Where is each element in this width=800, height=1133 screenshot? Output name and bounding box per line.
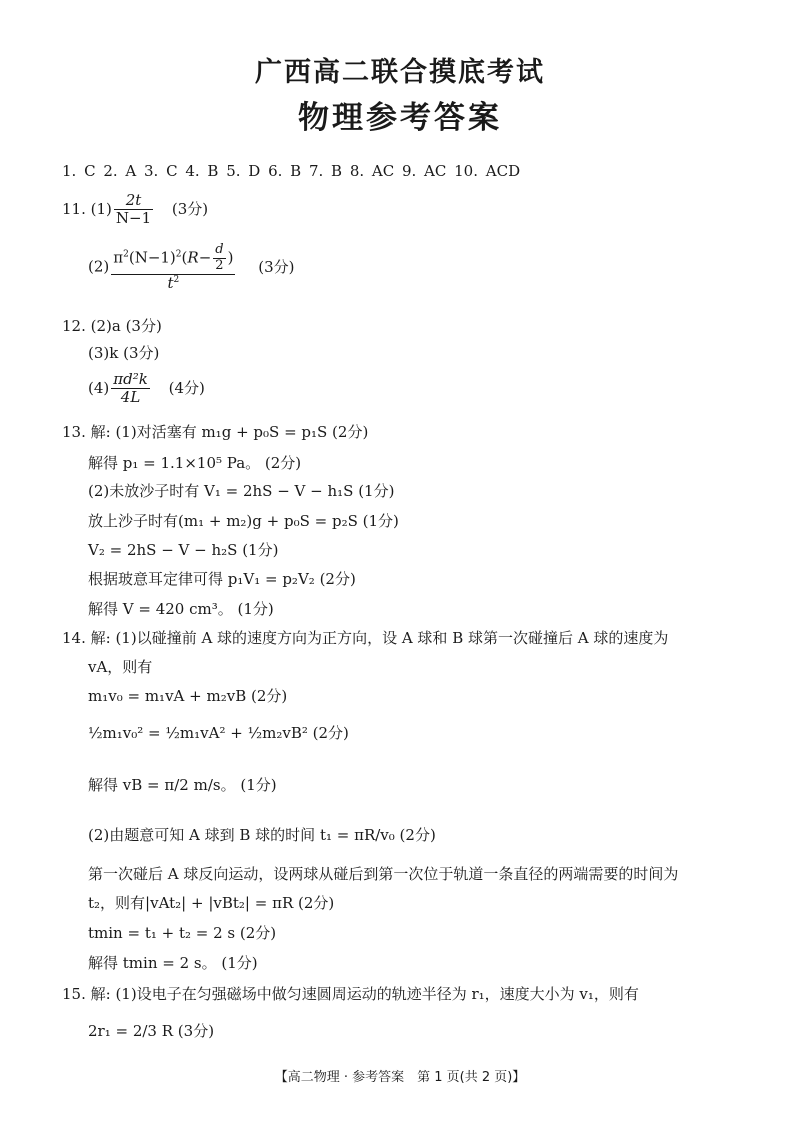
q12-part3: (3)k (3分)	[88, 344, 160, 362]
q13-line6: 根据玻意耳定律可得 p₁V₁ = p₂V₂ (2分)	[88, 570, 356, 588]
q14-line2: vA，则有	[88, 658, 153, 676]
q12-part4: (4) $\frac{\text{πd²k}}{4L}$ (4分)	[88, 370, 205, 407]
q14-line9: tmin = t₁ + t₂ = 2 s (2分)	[88, 924, 277, 942]
q14-line3: m₁v₀ = m₁vA + m₂vB (2分)	[88, 687, 288, 705]
q14-line1: 14. 解: (1)以碰撞前 A 球的速度方向为正方向，设 A 球和 B 球第一次碰撞后 A 球的速度为	[62, 629, 669, 647]
q11-part1: 11. (1) $\frac{2t}{N-1}$ (3分)	[62, 191, 209, 228]
q14-line7: 第一次碰后 A 球反向运动，设两球从碰后到第一次位于轨道一条直径的两端需要的时间为	[88, 865, 679, 883]
q13-line3: (2)未放沙子时有 V₁ = 2hS − V − h₁S (1分)	[88, 482, 395, 500]
q13-line5: V₂ = 2hS − V − h₂S (1分)	[88, 541, 279, 559]
q14-line6: (2)由题意可知 A 球到 B 球的时间 t₁ = πR/v₀ (2分)	[88, 826, 436, 844]
q13-line1: 13. 解: (1)对活塞有 m₁g + p₀S = p₁S (2分)	[62, 423, 369, 441]
choice-answers: 1. C 2. A 3. C 4. B 5. D 6. B 7. B 8. AC 9. AC 10. ACD	[62, 162, 521, 180]
exam-title: 广西高二联合摸底考试	[255, 57, 545, 88]
q14-line10: 解得 tmin = 2 s。 (1分)	[88, 954, 258, 972]
q15-line1: 15. 解: (1)设电子在匀强磁场中做匀速圆周运动的轨迹半径为 r₁，速度大小为 v₁，则有	[62, 985, 639, 1003]
q13-line7: 解得 V = 420 cm³。 (1分)	[88, 600, 274, 618]
q13-line4: 放上沙子时有(m₁ + m₂)g + p₀S = p₂S (1分)	[88, 512, 399, 530]
q14-line4: ½m₁v₀² = ½m₁vA² + ½m₂vB² (2分)	[88, 724, 349, 742]
page-footer: 【高二物理 · 参考答案 第 1 页(共 2 页)】	[274, 1070, 526, 1085]
q13-line2: 解得 p₁ = 1.1×10⁵ Pa。 (2分)	[88, 454, 302, 472]
q11-part2: (2) $\pi^2(N-1)^2(R-$ $\frac{d}{2}$ ) $t^2$ (3分)	[88, 242, 295, 292]
q12-part2: 12. (2)a (3分)	[62, 317, 162, 335]
q14-line8: t₂，则有|vAt₂| + |vBt₂| = πR (2分)	[88, 894, 335, 912]
q15-line2: 2r₁ = 2/3 R (3分)	[88, 1022, 215, 1040]
q14-line5: 解得 vB = π/2 m/s。 (1分)	[88, 776, 277, 794]
answer-key-title: 物理参考答案	[298, 100, 502, 136]
